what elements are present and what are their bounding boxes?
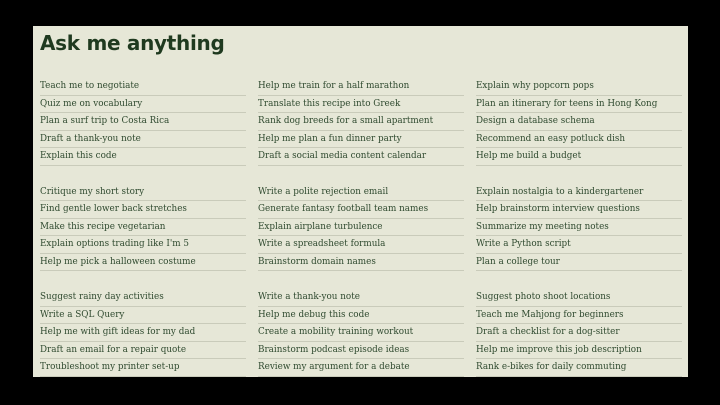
prompt-suggestion[interactable]: Make this recipe vegetarian bbox=[40, 219, 246, 237]
prompt-column bbox=[258, 289, 464, 377]
prompt-group bbox=[40, 184, 682, 272]
prompt-suggestion[interactable]: Design a database schema bbox=[476, 113, 682, 131]
prompt-suggestion[interactable]: Explain options trading like I'm 5 bbox=[40, 236, 246, 254]
prompt-suggestion[interactable]: Help me improve this job description bbox=[476, 342, 682, 360]
prompt-column bbox=[40, 289, 246, 377]
prompt-suggestion[interactable]: Create a mobility training workout bbox=[258, 324, 464, 342]
prompt-suggestion[interactable]: Write a thank-you note bbox=[258, 289, 464, 307]
prompt-suggestion[interactable]: Explain why popcorn pops bbox=[476, 78, 682, 96]
prompt-column bbox=[40, 78, 246, 166]
prompt-suggestion[interactable]: Explain this code bbox=[40, 148, 246, 166]
prompt-suggestion[interactable]: Brainstorm podcast episode ideas bbox=[258, 342, 464, 360]
prompt-suggestion[interactable]: Write a Python script bbox=[476, 236, 682, 254]
prompt-suggestion[interactable]: Help me train for a half marathon bbox=[258, 78, 464, 96]
prompt-suggestion[interactable]: Critique my short story bbox=[40, 184, 246, 202]
prompt-column bbox=[258, 78, 464, 166]
prompt-suggestion[interactable]: Rank dog breeds for a small apartment bbox=[258, 113, 464, 131]
prompt-suggestion[interactable]: Explain nostalgia to a kindergartener bbox=[476, 184, 682, 202]
prompt-suggestion[interactable]: Plan an itinerary for teens in Hong Kong bbox=[476, 96, 682, 114]
prompt-suggestion[interactable]: Recommend an easy potluck dish bbox=[476, 131, 682, 149]
prompt-group bbox=[40, 289, 682, 377]
prompt-column bbox=[40, 184, 246, 272]
prompt-suggestion[interactable]: Suggest photo shoot locations bbox=[476, 289, 682, 307]
prompt-column bbox=[476, 184, 682, 272]
prompt-suggestion[interactable]: Review my argument for a debate bbox=[258, 359, 464, 377]
prompt-suggestion[interactable]: Draft an email for a repair quote bbox=[40, 342, 246, 360]
prompt-suggestion[interactable]: Write a spreadsheet formula bbox=[258, 236, 464, 254]
page-title: Ask me anything bbox=[40, 31, 225, 55]
prompt-column bbox=[258, 184, 464, 272]
prompt-suggestion[interactable]: Translate this recipe into Greek bbox=[258, 96, 464, 114]
prompt-panel bbox=[33, 26, 688, 377]
prompt-suggestion[interactable]: Suggest rainy day activities bbox=[40, 289, 246, 307]
prompt-suggestion[interactable]: Help me debug this code bbox=[258, 307, 464, 325]
prompt-suggestion[interactable]: Help me build a budget bbox=[476, 148, 682, 166]
prompt-suggestion[interactable]: Quiz me on vocabulary bbox=[40, 96, 246, 114]
prompt-suggestion[interactable]: Draft a thank-you note bbox=[40, 131, 246, 149]
prompt-suggestion[interactable]: Help me with gift ideas for my dad bbox=[40, 324, 246, 342]
prompt-suggestion[interactable]: Troubleshoot my printer set-up bbox=[40, 359, 246, 377]
prompt-suggestion[interactable]: Plan a college tour bbox=[476, 254, 682, 272]
prompt-suggestion[interactable]: Help me pick a halloween costume bbox=[40, 254, 246, 272]
prompt-suggestion[interactable]: Write a polite rejection email bbox=[258, 184, 464, 202]
prompt-suggestion[interactable]: Help me plan a fun dinner party bbox=[258, 131, 464, 149]
prompt-group bbox=[40, 78, 682, 166]
prompt-suggestion[interactable]: Plan a surf trip to Costa Rica bbox=[40, 113, 246, 131]
prompt-suggestion[interactable]: Brainstorm domain names bbox=[258, 254, 464, 272]
prompt-suggestion[interactable]: Draft a checklist for a dog-sitter bbox=[476, 324, 682, 342]
prompt-suggestion[interactable]: Generate fantasy football team names bbox=[258, 201, 464, 219]
prompt-suggestion[interactable]: Find gentle lower back stretches bbox=[40, 201, 246, 219]
prompt-suggestion[interactable]: Explain airplane turbulence bbox=[258, 219, 464, 237]
prompt-suggestion[interactable]: Summarize my meeting notes bbox=[476, 219, 682, 237]
prompt-suggestion[interactable]: Teach me Mahjong for beginners bbox=[476, 307, 682, 325]
prompt-column bbox=[476, 289, 682, 377]
prompt-suggestion[interactable]: Help brainstorm interview questions bbox=[476, 201, 682, 219]
prompt-suggestion[interactable]: Teach me to negotiate bbox=[40, 78, 246, 96]
prompt-suggestion[interactable]: Rank e-bikes for daily commuting bbox=[476, 359, 682, 377]
prompt-column bbox=[476, 78, 682, 166]
prompt-suggestion[interactable]: Draft a social media content calendar bbox=[258, 148, 464, 166]
prompt-suggestion[interactable]: Write a SQL Query bbox=[40, 307, 246, 325]
prompt-grid bbox=[40, 78, 682, 377]
